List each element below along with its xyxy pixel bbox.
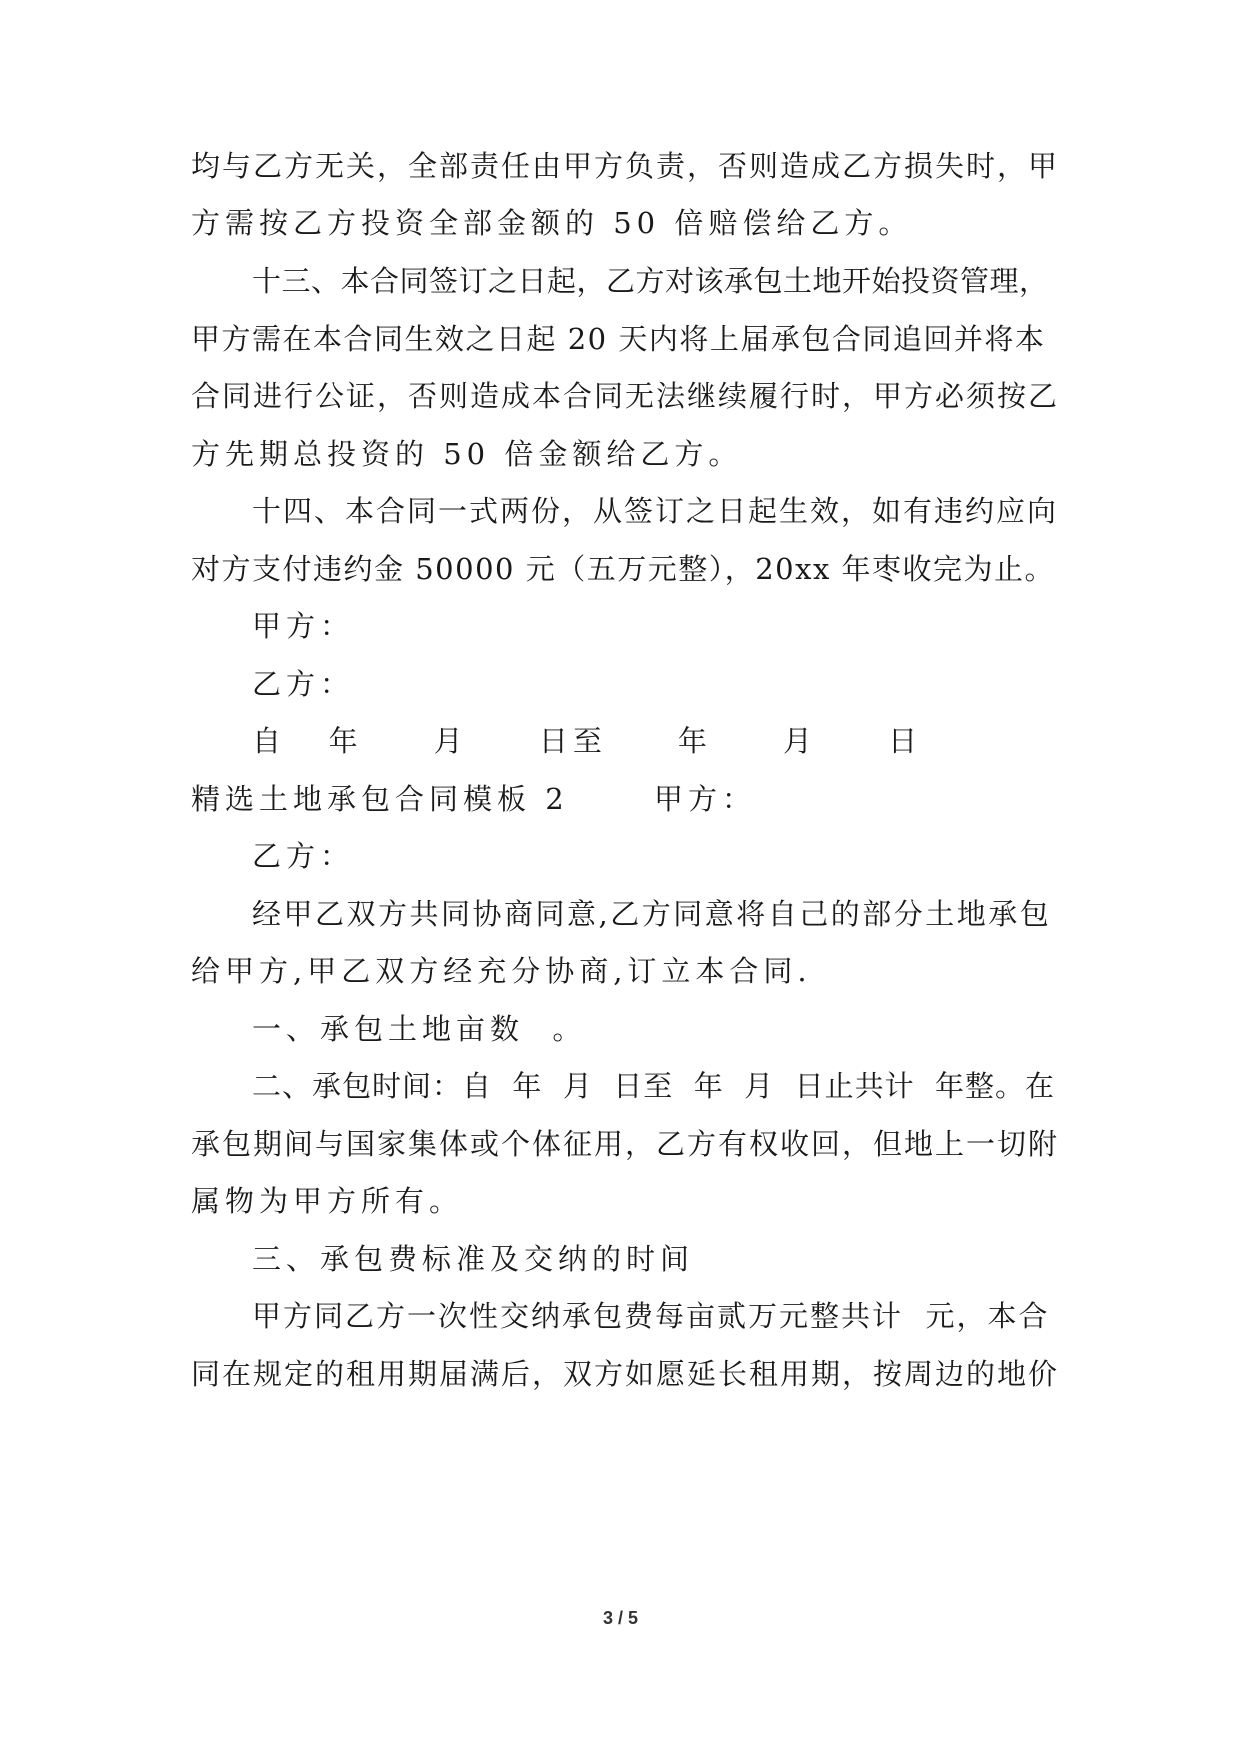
paragraph-line: 乙方： <box>252 667 355 701</box>
page-number: 3 / 5 <box>602 1608 639 1628</box>
paragraph-line: 承包期间与国家集体或个体征用，乙方有权收回，但地上一切附 <box>191 1127 1060 1161</box>
paragraph-line: 甲方同乙方一次性交纳承包费每亩贰万元整共计 元，本合 <box>252 1299 1050 1333</box>
paragraph-line: 均与乙方无关，全部责任由甲方负责，否则造成乙方损失时，甲 <box>191 149 1060 183</box>
paragraph-line: 三、承包费标准及交纳的时间 <box>252 1242 695 1276</box>
paragraph-line: 经甲乙双方共同协商同意,乙方同意将自己的部分土地承包 <box>252 897 1052 931</box>
section-heading: 精选土地承包合同模板 2 甲方： <box>191 782 756 816</box>
paragraph-line: 给甲方,甲乙双方经充分协商,订立本合同. <box>191 954 812 988</box>
paragraph-line: 乙方： <box>252 839 355 873</box>
paragraph-line: 十三、本合同签订之日起，乙方对该承包土地开始投资管理， <box>252 264 1049 298</box>
paragraph-line: 自 年 月 日至 年 月 日 <box>252 724 923 758</box>
paragraph-line: 方先期总投资的 50 倍金额给乙方。 <box>191 437 743 471</box>
paragraph-line: 方需按乙方投资全部金额的 50 倍赔偿给乙方。 <box>191 206 913 240</box>
paragraph-line: 合同进行公证，否则造成本合同无法继续履行时，甲方必须按乙 <box>191 379 1060 413</box>
paragraph-line: 属物为甲方所有。 <box>191 1184 464 1218</box>
paragraph-line: 对方支付违约金 50000 元（五万元整），20xx 年枣收完为止。 <box>191 552 1056 586</box>
paragraph-line: 二、承包时间：自 年 月 日至 年 月 日止共计 年整。在 <box>252 1069 1056 1103</box>
paragraph-line: 同在规定的租用期届满后，双方如愿延长租用期，按周边的地价 <box>191 1357 1060 1391</box>
paragraph-line: 十四、本合同一式两份，从签订之日起生效，如有违约应向 <box>252 494 1059 528</box>
paragraph-line: 甲方需在本合同生效之日起 20 天内将上届承包合同追回并将本 <box>191 322 1046 356</box>
paragraph-line: 一、承包土地亩数 。 <box>252 1012 587 1046</box>
paragraph-line: 甲方： <box>252 609 355 643</box>
